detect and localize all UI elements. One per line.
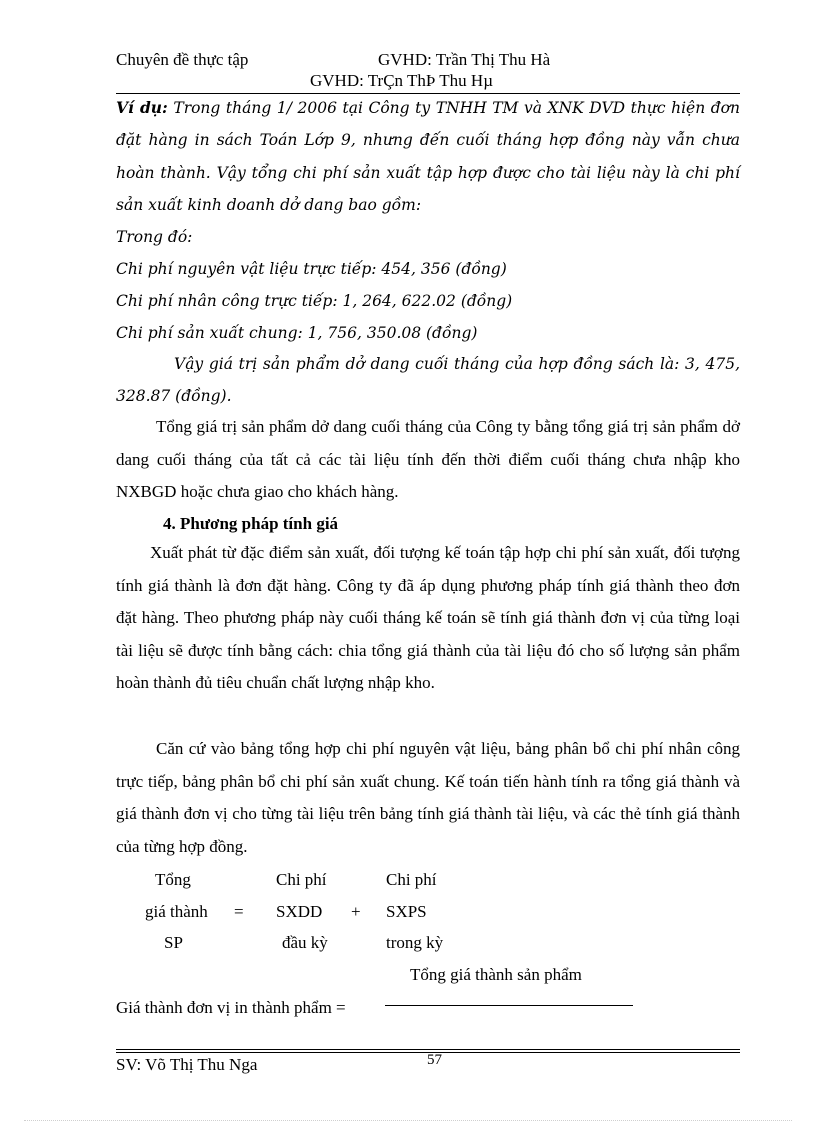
paragraph-method: Xuất phát từ đặc điểm sản xuất, đối tượng kế toán tập hợp chi phí sản xuất, đối tượng tính giá thành là đơn đặt hàng. Công ty đã áp dụng phương pháp tính giá thành theo đơn đặt hàng. Theo phương pháp này cuối tháng kế toán sẽ tính giá thành đơn vị của từng loại tài liệu sẽ được tính bằng cách: chia tổng giá thành của tài liệu đó cho số lượng sản phẩm hoàn thành đủ tiêu chuẩn chất lượng nhập kho. — [116, 543, 740, 693]
footer-student: SV: Võ Thị Thu Nga — [116, 1055, 258, 1074]
paragraph-basis: Căn cứ vào bảng tổng hợp chi phí nguyên vật liệu, bảng phân bổ chi phí nhân công trực tiếp, bảng phân bổ chi phí sản xuất chung. Kế toán tiến hành tính ra tổng giá thành và giá thành đơn vị cho từng tài liệu trên bảng tính giá thành tài liệu, và các thẻ tính giá thành của từng hợp đồng. — [116, 739, 740, 856]
formula-opening-line1: Chi phí — [276, 870, 327, 889]
formula-unit-lhs: Giá thành đơn vị in thành phẩm = — [116, 998, 346, 1017]
header-advisor-garbled: GVHD: TrÇn ThÞ Thu Hµ — [310, 71, 493, 90]
formula-total-line1: Tổng — [155, 870, 191, 889]
paragraph-total-wip: Tổng giá trị sản phẩm dở dang cuối tháng của Công ty bằng tổng giá trị sản phẩm dở dang cuối tháng của tất cả các tài liệu tính đến thời điểm cuối tháng chưa nhập kho NXBGD hoặc chưa giao cho khách hàng. — [116, 417, 740, 502]
fraction-bar — [385, 1005, 633, 1006]
section-heading: 4. Phương pháp tính giá — [163, 514, 339, 533]
header-advisor: GVHD: Trần Thị Thu Hà — [378, 50, 551, 69]
example-text: Trong tháng 1/ 2006 tại Công ty TNHH TM và XNK DVD thực hiện đơn đặt hàng in sách Toán Lớp 9, nhưng đến cuối tháng hợp đồng này vẫn chưa hoàn thành. Vậy tổng chi phí sản xuất tập hợp được cho tài liệu này là chi phí sản xuất kinh doanh dở dang bao gồm: — [116, 99, 740, 215]
example-in-which: Trong đó: — [116, 228, 193, 246]
example-conclusion: Vậy giá trị sản phẩm dở dang cuối tháng của hợp đồng sách là: 3, 475, 328.87 (đồng). — [116, 355, 740, 406]
footer-rule-top — [116, 1049, 740, 1050]
formula-plus: + — [351, 902, 361, 921]
page-number: 57 — [427, 1052, 442, 1068]
formula-opening-line3: đầu kỳ — [282, 933, 328, 952]
formula-period-line2: SXPS — [386, 902, 427, 921]
formula-total-line2: giá thành — [145, 902, 208, 921]
header-left: Chuyên đề thực tập — [116, 50, 249, 69]
example-line-overhead: Chi phí sản xuất chung: 1, 756, 350.08 (đồng) — [116, 324, 478, 342]
example-line-material: Chi phí nguyên vật liệu trực tiếp: 454, 356 (đồng) — [116, 260, 507, 278]
formula-period-line1: Chi phí — [386, 870, 437, 889]
page-edge-dotted — [24, 1120, 792, 1121]
formula-opening-line2: SXDD — [276, 902, 323, 921]
example-label: Ví dụ: — [116, 98, 168, 117]
example-paragraph — [116, 92, 740, 222]
formula-period-line3: trong kỳ — [386, 933, 444, 952]
formula-equals: = — [234, 902, 244, 921]
formula-total-line3: SP — [164, 933, 183, 952]
example-line-labor: Chi phí nhân công trực tiếp: 1, 264, 622.02 (đồng) — [116, 292, 513, 310]
formula-unit-numerator: Tổng giá thành sản phẩm — [410, 965, 582, 984]
